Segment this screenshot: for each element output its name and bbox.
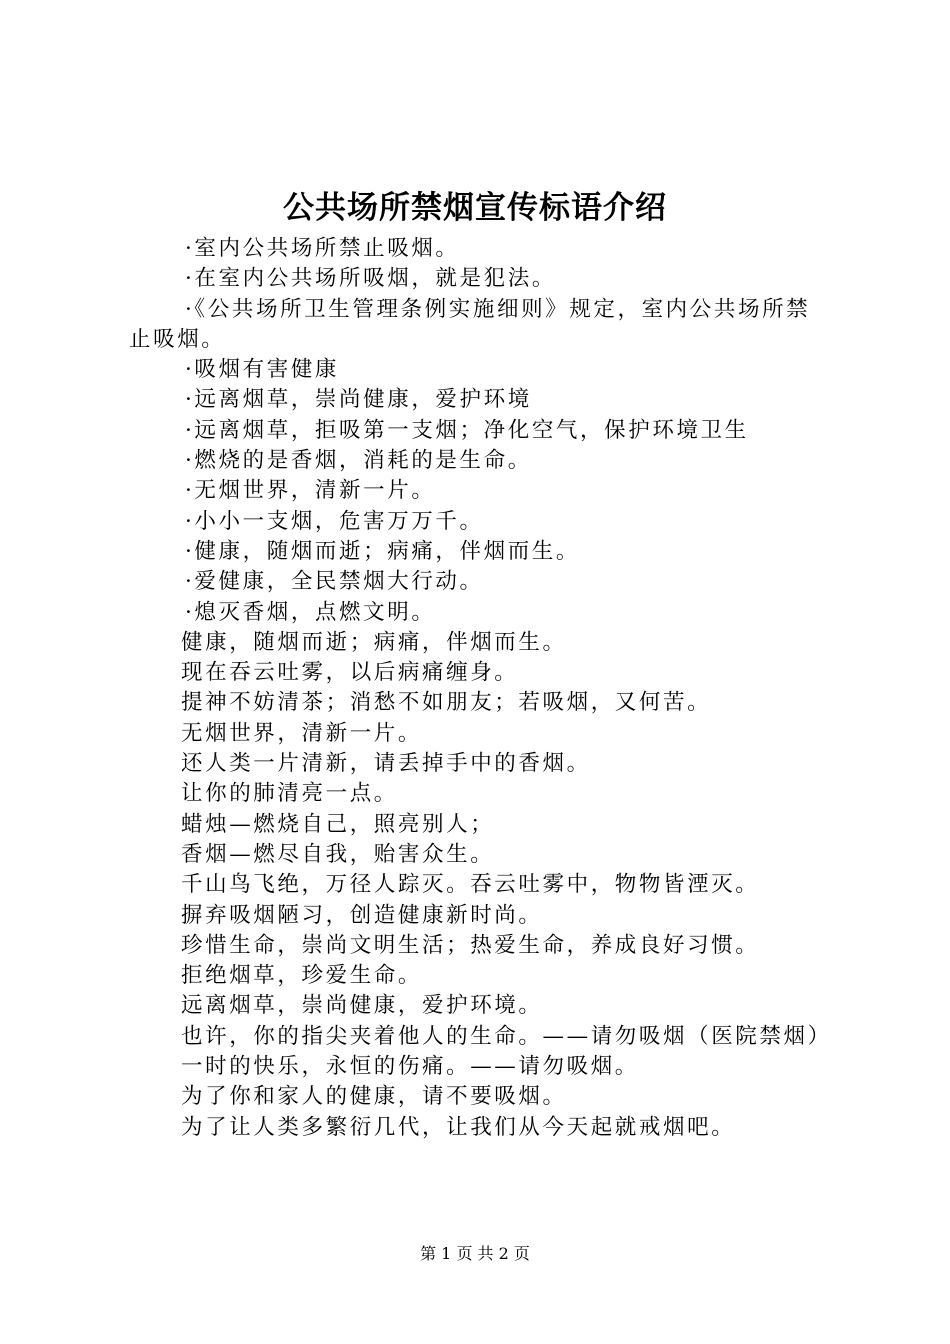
paragraph: 现在吞云吐雾，以后病痛缠身。 bbox=[181, 660, 519, 686]
paragraph: ·在室内公共场所吸烟，就是犯法。 bbox=[185, 266, 556, 292]
document-body bbox=[129, 234, 833, 1143]
paragraph: 也许，你的指尖夹着他人的生命。——请勿吸烟（医院禁烟） bbox=[181, 1023, 832, 1049]
paragraph: 无烟世界，清新一片。 bbox=[181, 720, 423, 746]
paragraph: ·小小一支烟，危害万万千。 bbox=[185, 508, 484, 534]
paragraph: ·《公共场所卫生管理条例实施细则》规定，室内公共场所禁止吸烟。 bbox=[129, 296, 811, 352]
paragraph: 提神不妨清茶；消愁不如朋友；若吸烟，又何苦。 bbox=[181, 690, 712, 716]
paragraph: 远离烟草，崇尚健康，爱护环境。 bbox=[181, 993, 543, 1019]
page-title: 公共场所禁烟宣传标语介绍 bbox=[283, 190, 667, 226]
paragraph: 千山鸟飞绝，万径人踪灭。吞云吐雾中，物物皆湮灭。 bbox=[181, 872, 760, 898]
paragraph: 摒弃吸烟陋习，创造健康新时尚。 bbox=[181, 902, 543, 928]
paragraph: 一时的快乐，永恒的伤痛。——请勿吸烟。 bbox=[181, 1054, 639, 1080]
paragraph: 香烟—燃尽自我，贻害众生。 bbox=[181, 841, 495, 867]
paragraph: 还人类一片清新，请丢掉手中的香烟。 bbox=[181, 751, 591, 777]
paragraph: 珍惜生命，崇尚文明生活；热爱生命，养成良好习惯。 bbox=[181, 932, 760, 958]
paragraph: 让你的肺清亮一点。 bbox=[181, 781, 398, 807]
paragraph: 为了你和家人的健康，请不要吸烟。 bbox=[181, 1084, 567, 1110]
paragraph: ·无烟世界，清新一片。 bbox=[185, 478, 436, 504]
paragraph: ·健康，随烟而逝；病痛，伴烟而生。 bbox=[185, 538, 581, 564]
paragraph: ·爱健康，全民禁烟大行动。 bbox=[185, 569, 484, 595]
paragraph: ·熄灭香烟，点燃文明。 bbox=[185, 599, 436, 625]
paragraph: 为了让人类多繁衍几代，让我们从今天起就戒烟吧。 bbox=[181, 1114, 736, 1140]
paragraph: 蜡烛—燃烧自己，照亮别人； bbox=[181, 811, 495, 837]
paragraph: 拒绝烟草，珍爱生命。 bbox=[181, 963, 423, 989]
paragraph: ·远离烟草，崇尚健康，爱护环境 bbox=[185, 387, 532, 413]
page-footer: 第 1 页 共 2 页 bbox=[420, 1244, 530, 1263]
paragraph: 健康，随烟而逝；病痛，伴烟而生。 bbox=[181, 629, 567, 655]
paragraph: ·远离烟草，拒吸第一支烟；净化空气，保护环境卫生 bbox=[185, 417, 749, 443]
paragraph: ·室内公共场所禁止吸烟。 bbox=[185, 236, 460, 261]
paragraph: ·吸烟有害健康 bbox=[185, 357, 340, 383]
paragraph: ·燃烧的是香烟，消耗的是生命。 bbox=[185, 448, 532, 474]
